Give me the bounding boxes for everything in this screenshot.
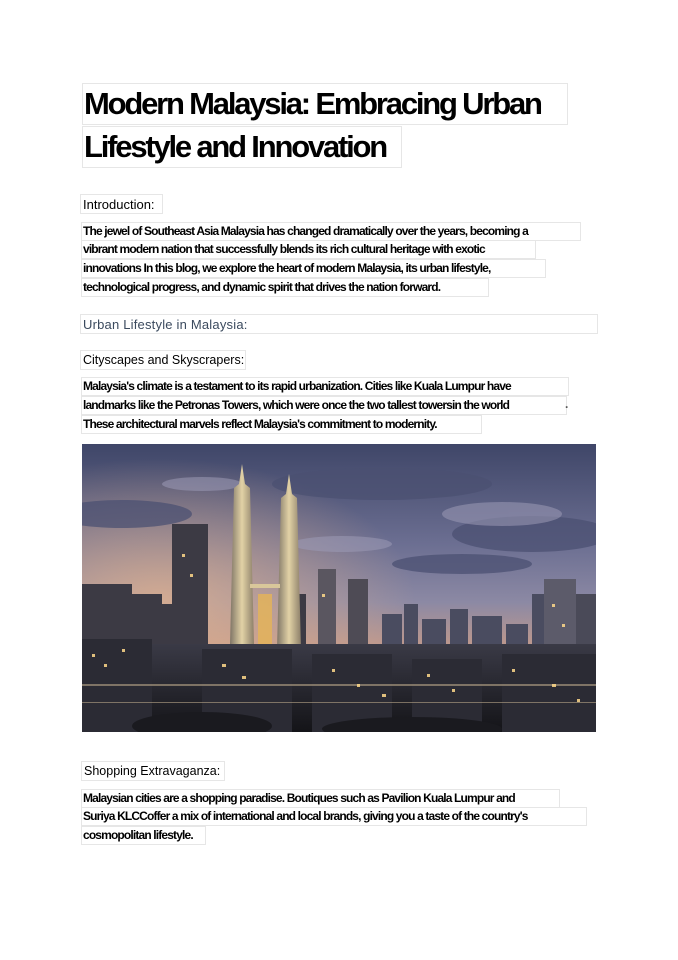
shopping-line-2: Suriya KLCCoffer a mix of international and local brands, giving you a taste of the country's — [81, 807, 587, 826]
shopping-line-1: Malaysian cities are a shopping paradise. Boutiques such as Pavilion Kuala Lumpur and — [81, 789, 560, 808]
urban-line-2: landmarks like the Petronas Towers, which were once the two tallest towersin the world — [81, 396, 567, 415]
intro-line-4: technological progress, and dynamic spirit that drives the nation forward. — [81, 278, 489, 297]
page-title-line-1: Modern Malaysia: Embracing Urban — [82, 83, 568, 125]
urban-heading: Urban Lifestyle in Malaysia: — [80, 314, 598, 334]
urban-line-3: These architectural marvels reflect Malaysia's commitment to modernity. — [81, 415, 482, 434]
urban-line-1: Malaysia's climate is a testament to its rapid urbanization. Cities like Kuala Lumpur have — [81, 377, 569, 396]
stray-period: . — [565, 397, 569, 411]
intro-line-2: vibrant modern nation that successfully blends its rich cultural heritage with exotic — [81, 240, 536, 259]
page-title-line-2: Lifestyle and Innovation — [82, 126, 402, 168]
shopping-heading: Shopping Extravaganza: — [81, 761, 225, 781]
shopping-line-3: cosmopolitan lifestyle. — [81, 826, 206, 845]
cityscapes-heading: Cityscapes and Skyscrapers: — [80, 350, 246, 370]
intro-line-1: The jewel of Southeast Asia Malaysia has changed dramatically over the years, becoming a — [81, 222, 581, 241]
intro-line-3: innovations In this blog, we explore the heart of modern Malaysia, its urban lifestyle, — [81, 259, 546, 278]
intro-heading: Introduction: — [80, 194, 163, 214]
kuala-lumpur-skyline-image — [82, 444, 596, 732]
